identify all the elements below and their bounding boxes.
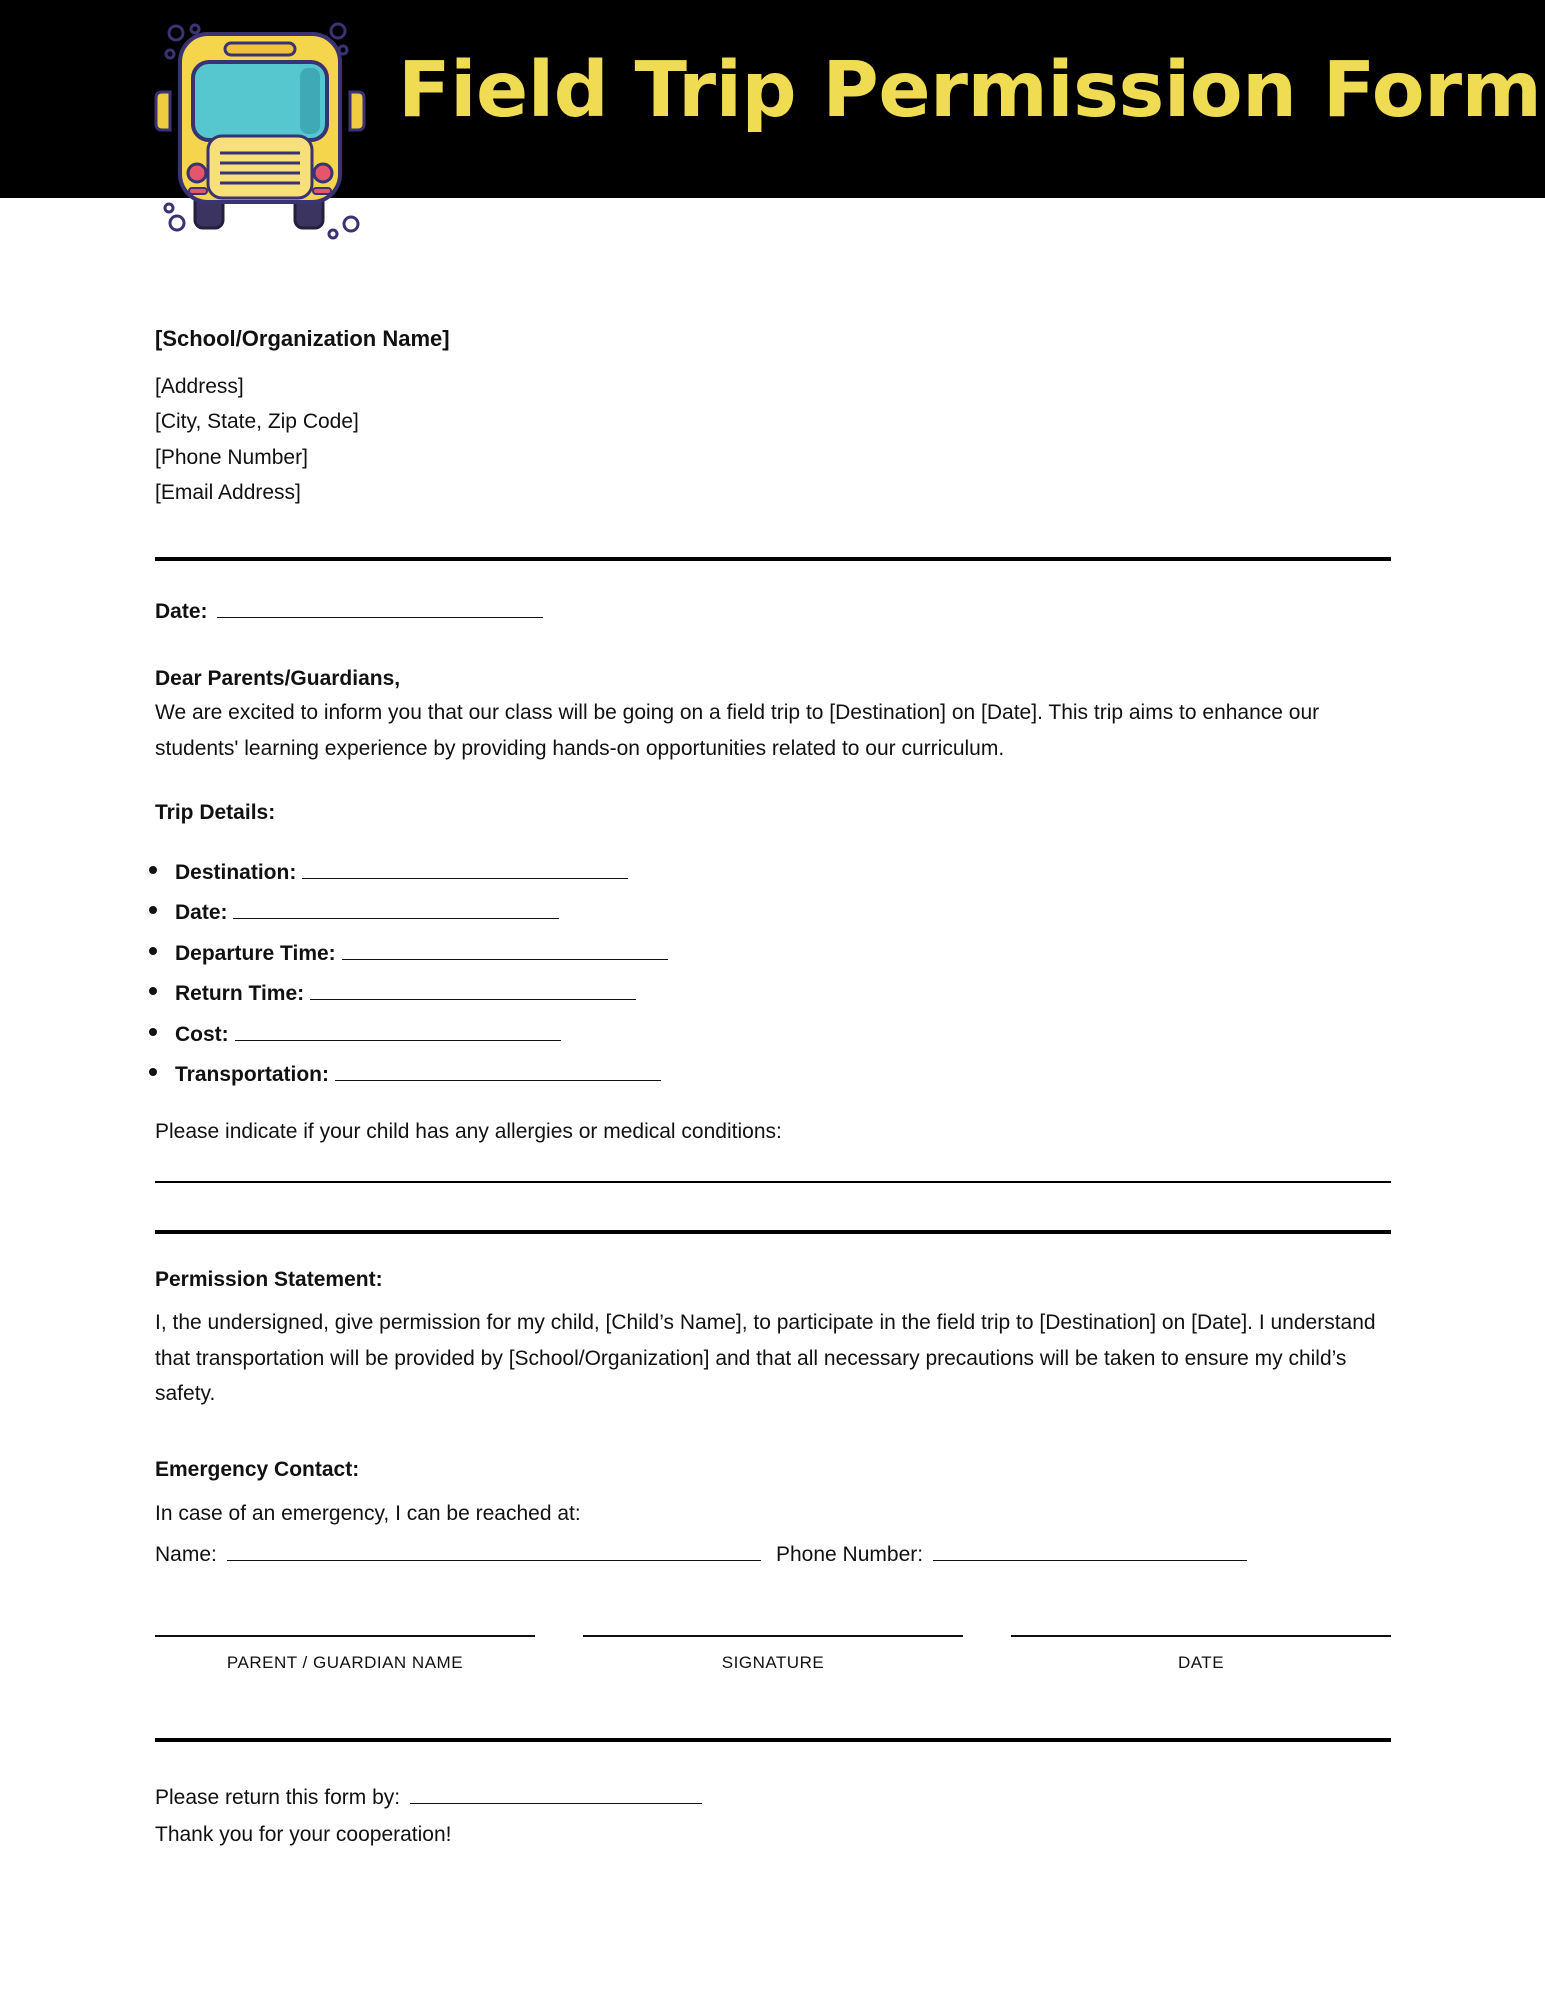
organization-email: [Email Address] (155, 481, 301, 504)
emergency-phone-label: Phone Number: (776, 1543, 924, 1566)
permission-heading: Permission Statement: (155, 1268, 383, 1291)
section-divider (155, 557, 1391, 561)
return-by-label: Please return this form by: (155, 1786, 401, 1809)
list-item: Return Time: (155, 979, 668, 1019)
thank-you-note: Thank you for your cooperation! (155, 1823, 452, 1846)
list-item: Transportation: (155, 1060, 668, 1100)
list-item: Destination: (155, 858, 668, 898)
emergency-name-input-line[interactable] (227, 1540, 761, 1561)
permission-body: I, the undersigned, give permission for my child, [Child’s Name], to participate in the field trip to [Destination] on [Date]. I understand that transportation will be provided by [School/Organization] and that all necessary precautions will be taken to ensure my child’s safety. (155, 1311, 1376, 1405)
return-by-input-line[interactable] (410, 1783, 702, 1804)
organization-name: [School/Organization Name] (155, 326, 450, 351)
emergency-name-field (155, 1540, 761, 1565)
greeting: Dear Parents/Guardians, (155, 667, 401, 690)
transportation-input-line[interactable] (335, 1060, 661, 1081)
signature-date-label: DATE (1177, 1653, 1225, 1672)
departure-time-input-line[interactable] (342, 939, 668, 960)
date-input-line[interactable] (217, 597, 543, 618)
list-item: Departure Time: (155, 939, 668, 979)
trip-details-heading: Trip Details: (155, 801, 276, 824)
signature-input-line[interactable] (583, 1635, 963, 1637)
emergency-phone-field (776, 1540, 1247, 1565)
list-item: Cost: (155, 1020, 668, 1060)
letter-body: We are excited to inform you that our class will be going on a field trip to [Destination] on [Date]. This trip aims to enhance our students' learning experience by providing hands-on opportunities related to our curriculum. (155, 701, 1320, 760)
guardian-name-label: PARENT / GUARDIAN NAME (226, 1653, 464, 1672)
signature-label: SIGNATURE (721, 1653, 825, 1672)
list-item: Date: (155, 898, 668, 938)
section-divider (155, 1738, 1391, 1742)
emergency-name-label: Name: (155, 1543, 217, 1566)
destination-input-line[interactable] (302, 858, 628, 879)
emergency-heading: Emergency Contact: (155, 1458, 360, 1481)
allergies-input-line[interactable] (155, 1181, 1391, 1183)
date-label: Date: (155, 600, 208, 623)
emergency-intro: In case of an emergency, I can be reached at: (155, 1502, 581, 1525)
date-field (155, 597, 543, 622)
cost-input-line[interactable] (235, 1020, 561, 1041)
signature-date-input-line[interactable] (1011, 1635, 1391, 1637)
organization-city-state-zip: [City, State, Zip Code] (155, 410, 359, 433)
school-bus-icon (150, 18, 370, 248)
organization-phone: [Phone Number] (155, 446, 308, 469)
allergies-prompt: Please indicate if your child has any allergies or medical conditions: (155, 1120, 782, 1143)
trip-date-input-line[interactable] (233, 898, 559, 919)
section-divider (155, 1230, 1391, 1234)
organization-address: [Address] (155, 375, 244, 398)
trip-details-list (155, 858, 668, 1100)
page-title: Field Trip Permission Form (398, 46, 1542, 135)
guardian-name-input-line[interactable] (155, 1635, 535, 1637)
return-by-field (155, 1783, 702, 1808)
return-time-input-line[interactable] (310, 979, 636, 1000)
emergency-phone-input-line[interactable] (933, 1540, 1247, 1561)
